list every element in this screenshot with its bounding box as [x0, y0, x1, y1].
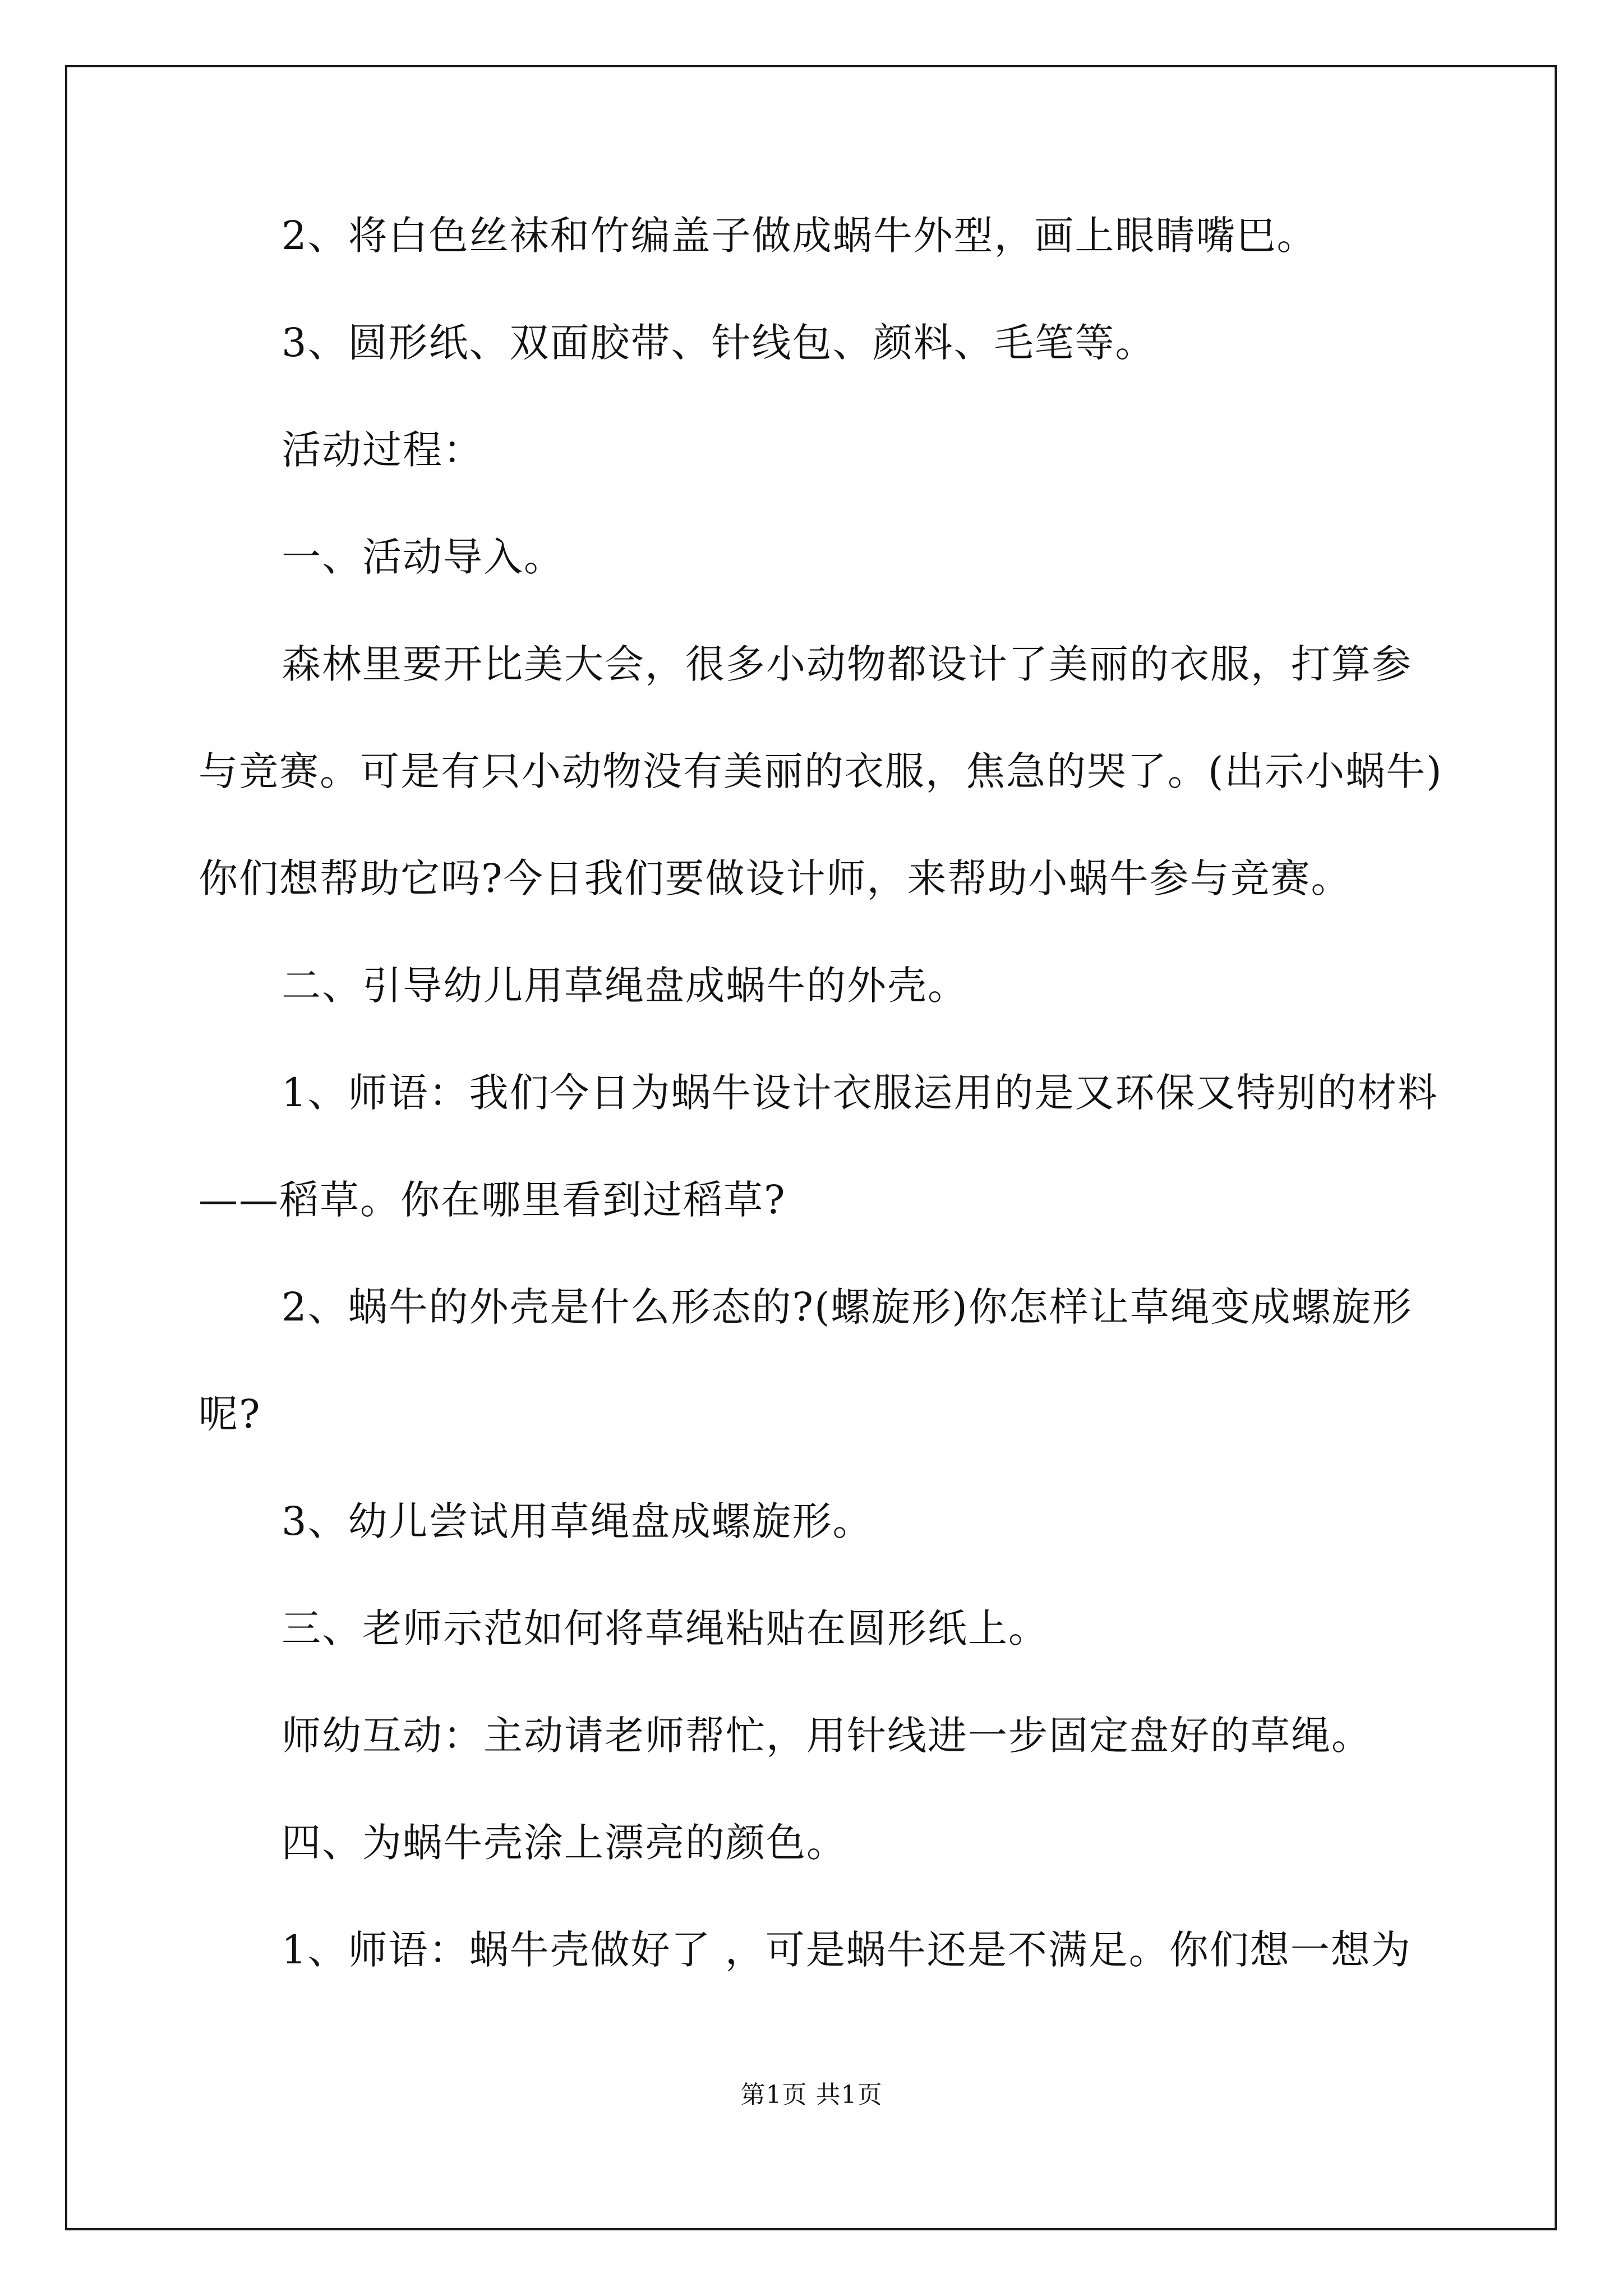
paragraph-line: 师幼互动：主动请老师帮忙，用针线进一步固定盘好的草绳。: [282, 1713, 1372, 1759]
paragraph-line: 3、幼儿尝试用草绳盘成螺旋形。: [282, 1498, 873, 1544]
paragraph-line: 与竞赛。可是有只小动物没有美丽的衣服，焦急的哭了。(出示小蜗牛): [199, 748, 1443, 794]
paragraph-line: 你们想帮助它吗?今日我们要做设计师，来帮助小蜗牛参与竞赛。: [199, 855, 1352, 901]
paragraph-line: 二、引导幼儿用草绳盘成蜗牛的外壳。: [282, 963, 968, 1009]
paragraph-line: 1、师语：我们今日为蜗牛设计衣服运用的是又环保又特别的材料: [282, 1070, 1438, 1116]
page-border: [65, 65, 1557, 2230]
paragraph-line: 3、圆形纸、双面胶带、针线包、颜料、毛笔等。: [282, 320, 1156, 366]
paragraph-line: 2、蜗牛的外壳是什么形态的?(螺旋形)你怎样让草绳变成螺旋形: [282, 1284, 1413, 1330]
page-number-footer: 第1页 共1页: [740, 2081, 883, 2109]
paragraph-line: 三、老师示范如何将草绳粘贴在圆形纸上。: [282, 1605, 1049, 1651]
paragraph-line: 森林里要开比美大会，很多小动物都设计了美丽的衣服，打算参: [282, 641, 1412, 687]
paragraph-line: ——稻草。你在哪里看到过稻草?: [199, 1177, 786, 1223]
paragraph-line: 1、师语：蜗牛壳做好了 ，可是蜗牛还是不满足。你们想一想为: [282, 1927, 1412, 1973]
paragraph-line: 一、活动导入。: [282, 534, 564, 580]
paragraph-line: 2、将白色丝袜和竹编盖子做成蜗牛外型，画上眼睛嘴巴。: [282, 213, 1317, 259]
paragraph-line: 活动过程：: [282, 427, 483, 473]
paragraph-line: 四、为蜗牛壳涂上漂亮的颜色。: [282, 1820, 847, 1866]
paragraph-line: 呢?: [199, 1391, 261, 1437]
